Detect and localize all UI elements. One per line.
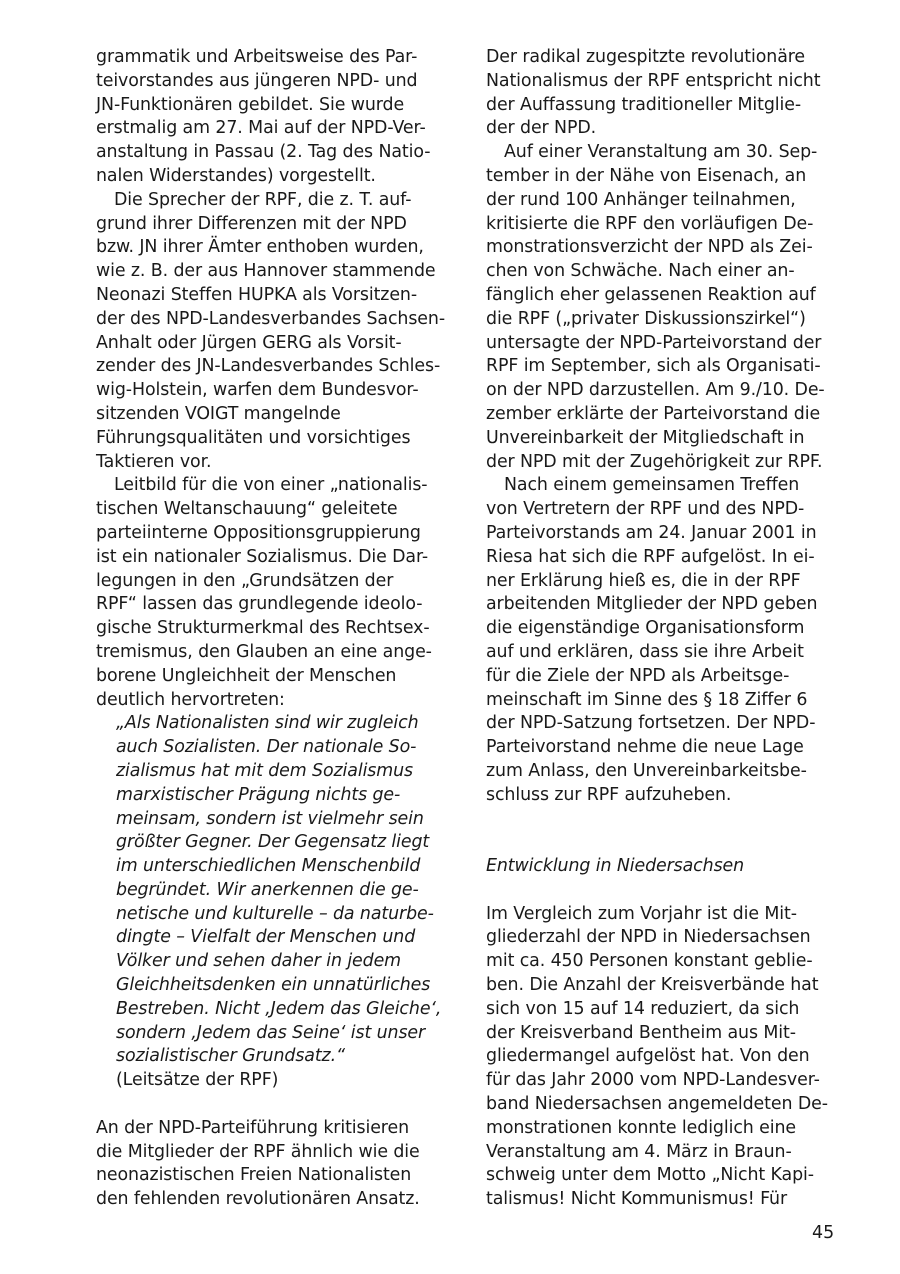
text-line: meinschaft im Sinne des § 18 Ziffer 6 [486, 689, 808, 710]
text-line: tremismus, den Glauben an eine ange- [96, 641, 432, 662]
text-line: tember in der Nähe von Eisenach, an [486, 165, 807, 186]
quote-line: meinsam, sondern ist vielmehr sein [116, 808, 424, 829]
text-line: den fehlenden revolutionären Ansatz. [96, 1189, 420, 1210]
quote-line: begründet. Wir anerkennen die ge- [116, 879, 419, 900]
text-line: Die Sprecher der RPF, die z. T. auf- [114, 189, 412, 210]
text-line: für das Jahr 2000 vom NPD-Landesver- [486, 1070, 820, 1091]
text-line: der des NPD-Landesverbandes Sachsen- [96, 308, 445, 329]
blank-line [486, 808, 842, 832]
text-line: Neonazi Steffen HUPKA als Vorsitzen- [96, 284, 418, 305]
text-line: zember erklärte der Parteivorstand die [486, 403, 821, 424]
text-line: Leitbild für die von einer „nationalis- [114, 475, 428, 496]
text-line: von Vertretern der RPF und des NPD- [486, 499, 805, 520]
text-line: legungen in den „Grundsätzen der [96, 570, 394, 591]
text-line: schweig unter dem Motto „Nicht Kapi- [486, 1165, 814, 1186]
text-line: Parteivorstands am 24. Januar 2001 in [486, 522, 817, 543]
blank-line [96, 1093, 452, 1117]
text-line: Der radikal zugespitzte revolutionäre [486, 47, 806, 67]
text-line: wig-Holstein, warfen dem Bundesvor- [96, 380, 419, 401]
quote-line: Völker und sehen daher in jedem [116, 951, 402, 972]
text-line: ist ein nationaler Sozialismus. Die Dar- [96, 546, 429, 567]
text-line: kritisierte die RPF den vorläufigen De- [486, 213, 814, 234]
text-line: chen von Schwäche. Nach einer an- [486, 261, 795, 282]
text-line: mit ca. 450 Personen konstant geblie- [486, 951, 813, 972]
text-line: ben. Die Anzahl der Kreisverbände hat [486, 975, 819, 996]
text-line: Anhalt oder Jürgen GERG als Vorsit- [96, 332, 402, 353]
text-line: monstrationsverzicht der NPD als Zei- [486, 237, 813, 258]
text-line: gische Strukturmerkmal des Rechtsex- [96, 618, 430, 639]
text-line: RPF“ lassen das grundlegende ideolo- [96, 594, 423, 615]
right-column [486, 46, 842, 1212]
quote-line: marxistischer Prägung nichts ge- [116, 784, 401, 805]
quote-line: Gleichheitsdenken ein unnatürliches [116, 975, 431, 996]
text-line: gliederzahl der NPD in Niedersachsen [486, 927, 811, 948]
text-line: grund ihrer Differenzen mit der NPD [96, 213, 407, 234]
text-line: der Kreisverband Bentheim aus Mit- [486, 1022, 796, 1043]
text-line: ner Erklärung hieß es, die in der RPF [486, 570, 801, 591]
quote-line: netische und kulturelle – da naturbe- [116, 903, 434, 924]
text-line: der der NPD. [486, 118, 597, 139]
text-line: die Mitglieder der RPF ähnlich wie die [96, 1141, 420, 1162]
text-line: arbeitenden Mitglieder der NPD geben [486, 594, 818, 615]
text-line: fänglich eher gelassenen Reaktion auf [486, 284, 816, 305]
text-line: die eigenständige Organisationsform [486, 618, 805, 639]
text-line: zum Anlass, den Unvereinbarkeitsbe- [486, 760, 807, 781]
quote-line: im unterschiedlichen Menschenbild [116, 856, 421, 877]
text-line: Unvereinbarkeit der Mitgliedschaft in [486, 427, 805, 448]
text-line: An der NPD-Parteiführung kritisieren [96, 1117, 409, 1138]
text-line: Nationalismus der RPF entspricht nicht [486, 70, 821, 91]
text-line: tischen Weltanschauung“ geleitete [96, 499, 398, 520]
text-line: Im Vergleich zum Vorjahr ist die Mit- [486, 903, 797, 924]
text-line: band Niedersachsen angemeldeten De- [486, 1094, 828, 1115]
text-line: zender des JN-Landesverbandes Schles- [96, 356, 441, 377]
text-line: Taktieren vor. [96, 451, 212, 472]
text-line: nalen Widerstandes) vorgestellt. [96, 165, 376, 186]
text-line: erstmalig am 27. Mai auf der NPD-Ver- [96, 118, 426, 139]
text-line: monstrationen konnte lediglich eine [486, 1117, 796, 1138]
quote-source: (Leitsätze der RPF) [116, 1070, 279, 1091]
text-line: parteiinterne Oppositionsgruppierung [96, 522, 421, 543]
text-line: der Auffassung traditioneller Mitglie- [486, 94, 802, 115]
text-line: bzw. JN ihrer Ämter enthoben wurden, [96, 237, 424, 258]
text-line: gliedermangel aufgelöst hat. Von den [486, 1046, 810, 1067]
text-line: RPF im September, sich als Organisati- [486, 356, 821, 377]
text-line: Nach einem gemeinsamen Treffen [504, 475, 800, 496]
text-line: der NPD mit der Zugehörigkeit zur RPF. [486, 451, 823, 472]
text-line: teivorstandes aus jüngeren NPD- und [96, 70, 418, 91]
text-line: der rund 100 Anhänger teilnahmen, [486, 189, 796, 210]
text-line: der NPD-Satzung fortsetzen. Der NPD- [486, 713, 816, 734]
text-line: JN-Funktionären gebildet. Sie wurde [96, 94, 405, 115]
text-line: borene Ungleichheit der Menschen [96, 665, 397, 686]
quote-line: dingte – Vielfalt der Menschen und [116, 927, 416, 948]
text-line: die RPF („privater Diskussionszirkel“) [486, 308, 806, 329]
blank-line [486, 831, 842, 855]
text-line: Auf einer Veranstaltung am 30. Sep- [504, 142, 818, 163]
text-line: auf und erklären, dass sie ihre Arbeit [486, 641, 804, 662]
quote-line: „Als Nationalisten sind wir zugleich [116, 713, 419, 734]
text-line: neonazistischen Freien Nationalisten [96, 1165, 412, 1186]
text-line: Veranstaltung am 4. März in Braun- [486, 1141, 792, 1162]
text-line: untersagte der NPD-Parteivorstand der [486, 332, 822, 353]
quote-line: Bestreben. Nicht ‚Jedem das Gleiche‘, [116, 998, 442, 1019]
text-line: anstaltung in Passau (2. Tag des Natio- [96, 142, 431, 163]
text-line: für die Ziele der NPD als Arbeitsge- [486, 665, 790, 686]
quote-line: auch Sozialisten. Der nationale So- [116, 737, 417, 758]
text-line: deutlich hervortreten: [96, 689, 285, 710]
quote-line: sozialistischer Grundsatz.“ [116, 1046, 345, 1067]
text-line: schluss zur RPF aufzuheben. [486, 784, 732, 805]
text-line: grammatik und Arbeitsweise des Par- [96, 47, 418, 67]
section-heading: Entwicklung in Niedersachsen [486, 856, 745, 877]
text-line: talismus! Nicht Kommunismus! Für [486, 1189, 788, 1210]
quote-line: größter Gegner. Der Gegensatz liegt [116, 832, 430, 853]
text-line: Riesa hat sich die RPF aufgelöst. In ei- [486, 546, 815, 567]
quote-line: sondern ‚Jedem das Seine‘ ist unser [116, 1022, 426, 1043]
text-line: Parteivorstand nehme die neue Lage [486, 737, 804, 758]
quote-line: zialismus hat mit dem Sozialismus [116, 760, 413, 781]
text-line: Führungsqualitäten und vorsichtiges [96, 427, 411, 448]
text-line: sich von 15 auf 14 reduziert, da sich [486, 998, 800, 1019]
text-line: sitzenden VOIGT mangelnde [96, 403, 341, 424]
left-column [96, 46, 452, 1212]
blank-line [486, 879, 842, 903]
text-line: wie z. B. der aus Hannover stammende [96, 261, 436, 282]
text-line: on der NPD darzustellen. Am 9./10. De- [486, 380, 825, 401]
page-number: 45 [812, 1223, 835, 1243]
